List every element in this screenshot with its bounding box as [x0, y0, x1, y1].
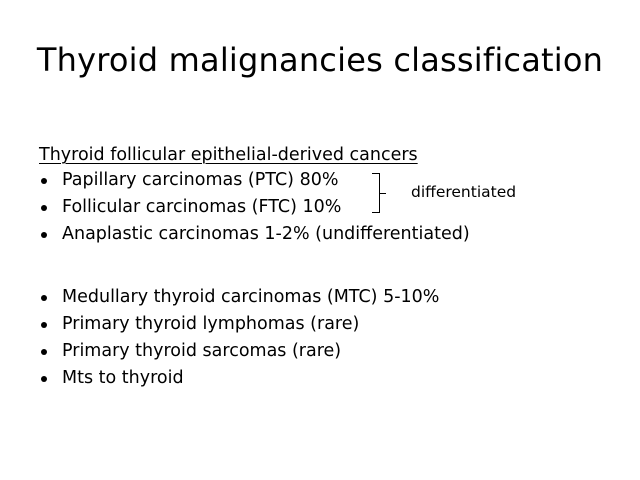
list-item-text: Mts to thyroid [62, 368, 184, 388]
list-item [40, 221, 470, 248]
grouping-bracket [372, 173, 380, 213]
list-item [40, 338, 439, 365]
bullet-icon [41, 232, 47, 238]
bullet-icon [41, 349, 47, 355]
list-item-text: Follicular carcinomas (FTC) 10% [62, 197, 342, 217]
bullet-icon [41, 178, 47, 184]
bullet-list-other [40, 284, 439, 392]
bullet-icon [41, 376, 47, 382]
bullet-icon [41, 322, 47, 328]
slide-title: Thyroid malignancies classification [36, 41, 604, 79]
list-item [40, 284, 439, 311]
list-item-text: Medullary thyroid carcinomas (MTC) 5-10% [62, 287, 440, 307]
bullet-list-follicular-derived [40, 167, 470, 248]
list-item-text: Anaplastic carcinomas 1-2% (undifferentiated) [62, 224, 470, 244]
list-item-text: Primary thyroid lymphomas (rare) [62, 314, 360, 334]
list-item [40, 365, 439, 392]
list-item [40, 311, 439, 338]
list-item [40, 194, 470, 221]
list-item-text: Primary thyroid sarcomas (rare) [62, 341, 342, 361]
grouping-bracket-tick [380, 193, 386, 194]
bullet-icon [41, 205, 47, 211]
list-item [40, 167, 470, 194]
list-item-text: Papillary carcinomas (PTC) 80% [62, 170, 339, 190]
bracket-label: differentiated [411, 183, 517, 201]
section-heading: Thyroid follicular epithelial-derived cancers [39, 145, 418, 165]
bullet-icon [41, 295, 47, 301]
